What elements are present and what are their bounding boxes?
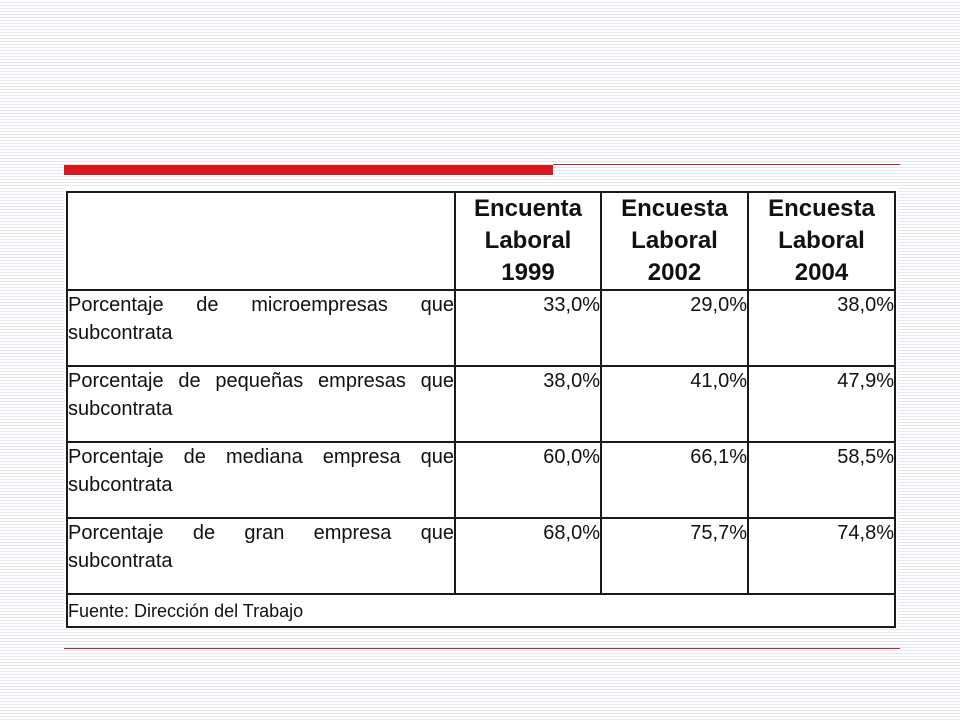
footer-accent-line: [64, 648, 900, 649]
column-header-year: 1999: [501, 259, 555, 286]
row-label: Porcentaje de gran empresa que subcontrata: [67, 518, 455, 594]
value-cell: 58,5%: [748, 442, 895, 518]
value-cell: 29,0%: [601, 290, 748, 366]
column-header-1999: [455, 192, 601, 290]
row-label: Porcentaje de pequeñas empresas que subcontrata: [67, 366, 455, 442]
column-header-line: Laboral: [484, 227, 572, 254]
empty-header-cell: [67, 192, 455, 290]
value-cell: 68,0%: [455, 518, 601, 594]
subcontracting-table: [66, 191, 896, 628]
table-row: [67, 366, 895, 442]
source-note: Fuente: Dirección del Trabajo: [67, 594, 895, 627]
column-header-2002: [601, 192, 748, 290]
value-cell: 33,0%: [455, 290, 601, 366]
column-header-line: Encuesta: [768, 195, 875, 222]
title-accent-line: [553, 164, 900, 165]
column-header-year: 2002: [647, 259, 702, 286]
column-header-2004: [748, 192, 895, 290]
table-header-row: [67, 192, 895, 290]
table-row: [67, 442, 895, 518]
column-header-year: 2004: [794, 259, 849, 286]
value-cell: 38,0%: [748, 290, 895, 366]
column-header-line: Encuenta: [473, 195, 583, 222]
value-cell: 66,1%: [601, 442, 748, 518]
row-label: Porcentaje de mediana empresa que subcontrata: [67, 442, 455, 518]
title-accent-bar: [64, 165, 553, 175]
value-cell: 75,7%: [601, 518, 748, 594]
value-cell: 38,0%: [455, 366, 601, 442]
table-row: [67, 518, 895, 594]
table-source-row: [67, 594, 895, 627]
column-header-line: Laboral: [778, 227, 865, 254]
column-header-line: Encuesta: [621, 195, 728, 222]
value-cell: 74,8%: [748, 518, 895, 594]
value-cell: 47,9%: [748, 366, 895, 442]
value-cell: 60,0%: [455, 442, 601, 518]
value-cell: 41,0%: [601, 366, 748, 442]
table-row: [67, 290, 895, 366]
row-label: Porcentaje de microempresas que subcontrata: [67, 290, 455, 366]
column-header-line: Laboral: [631, 227, 718, 254]
